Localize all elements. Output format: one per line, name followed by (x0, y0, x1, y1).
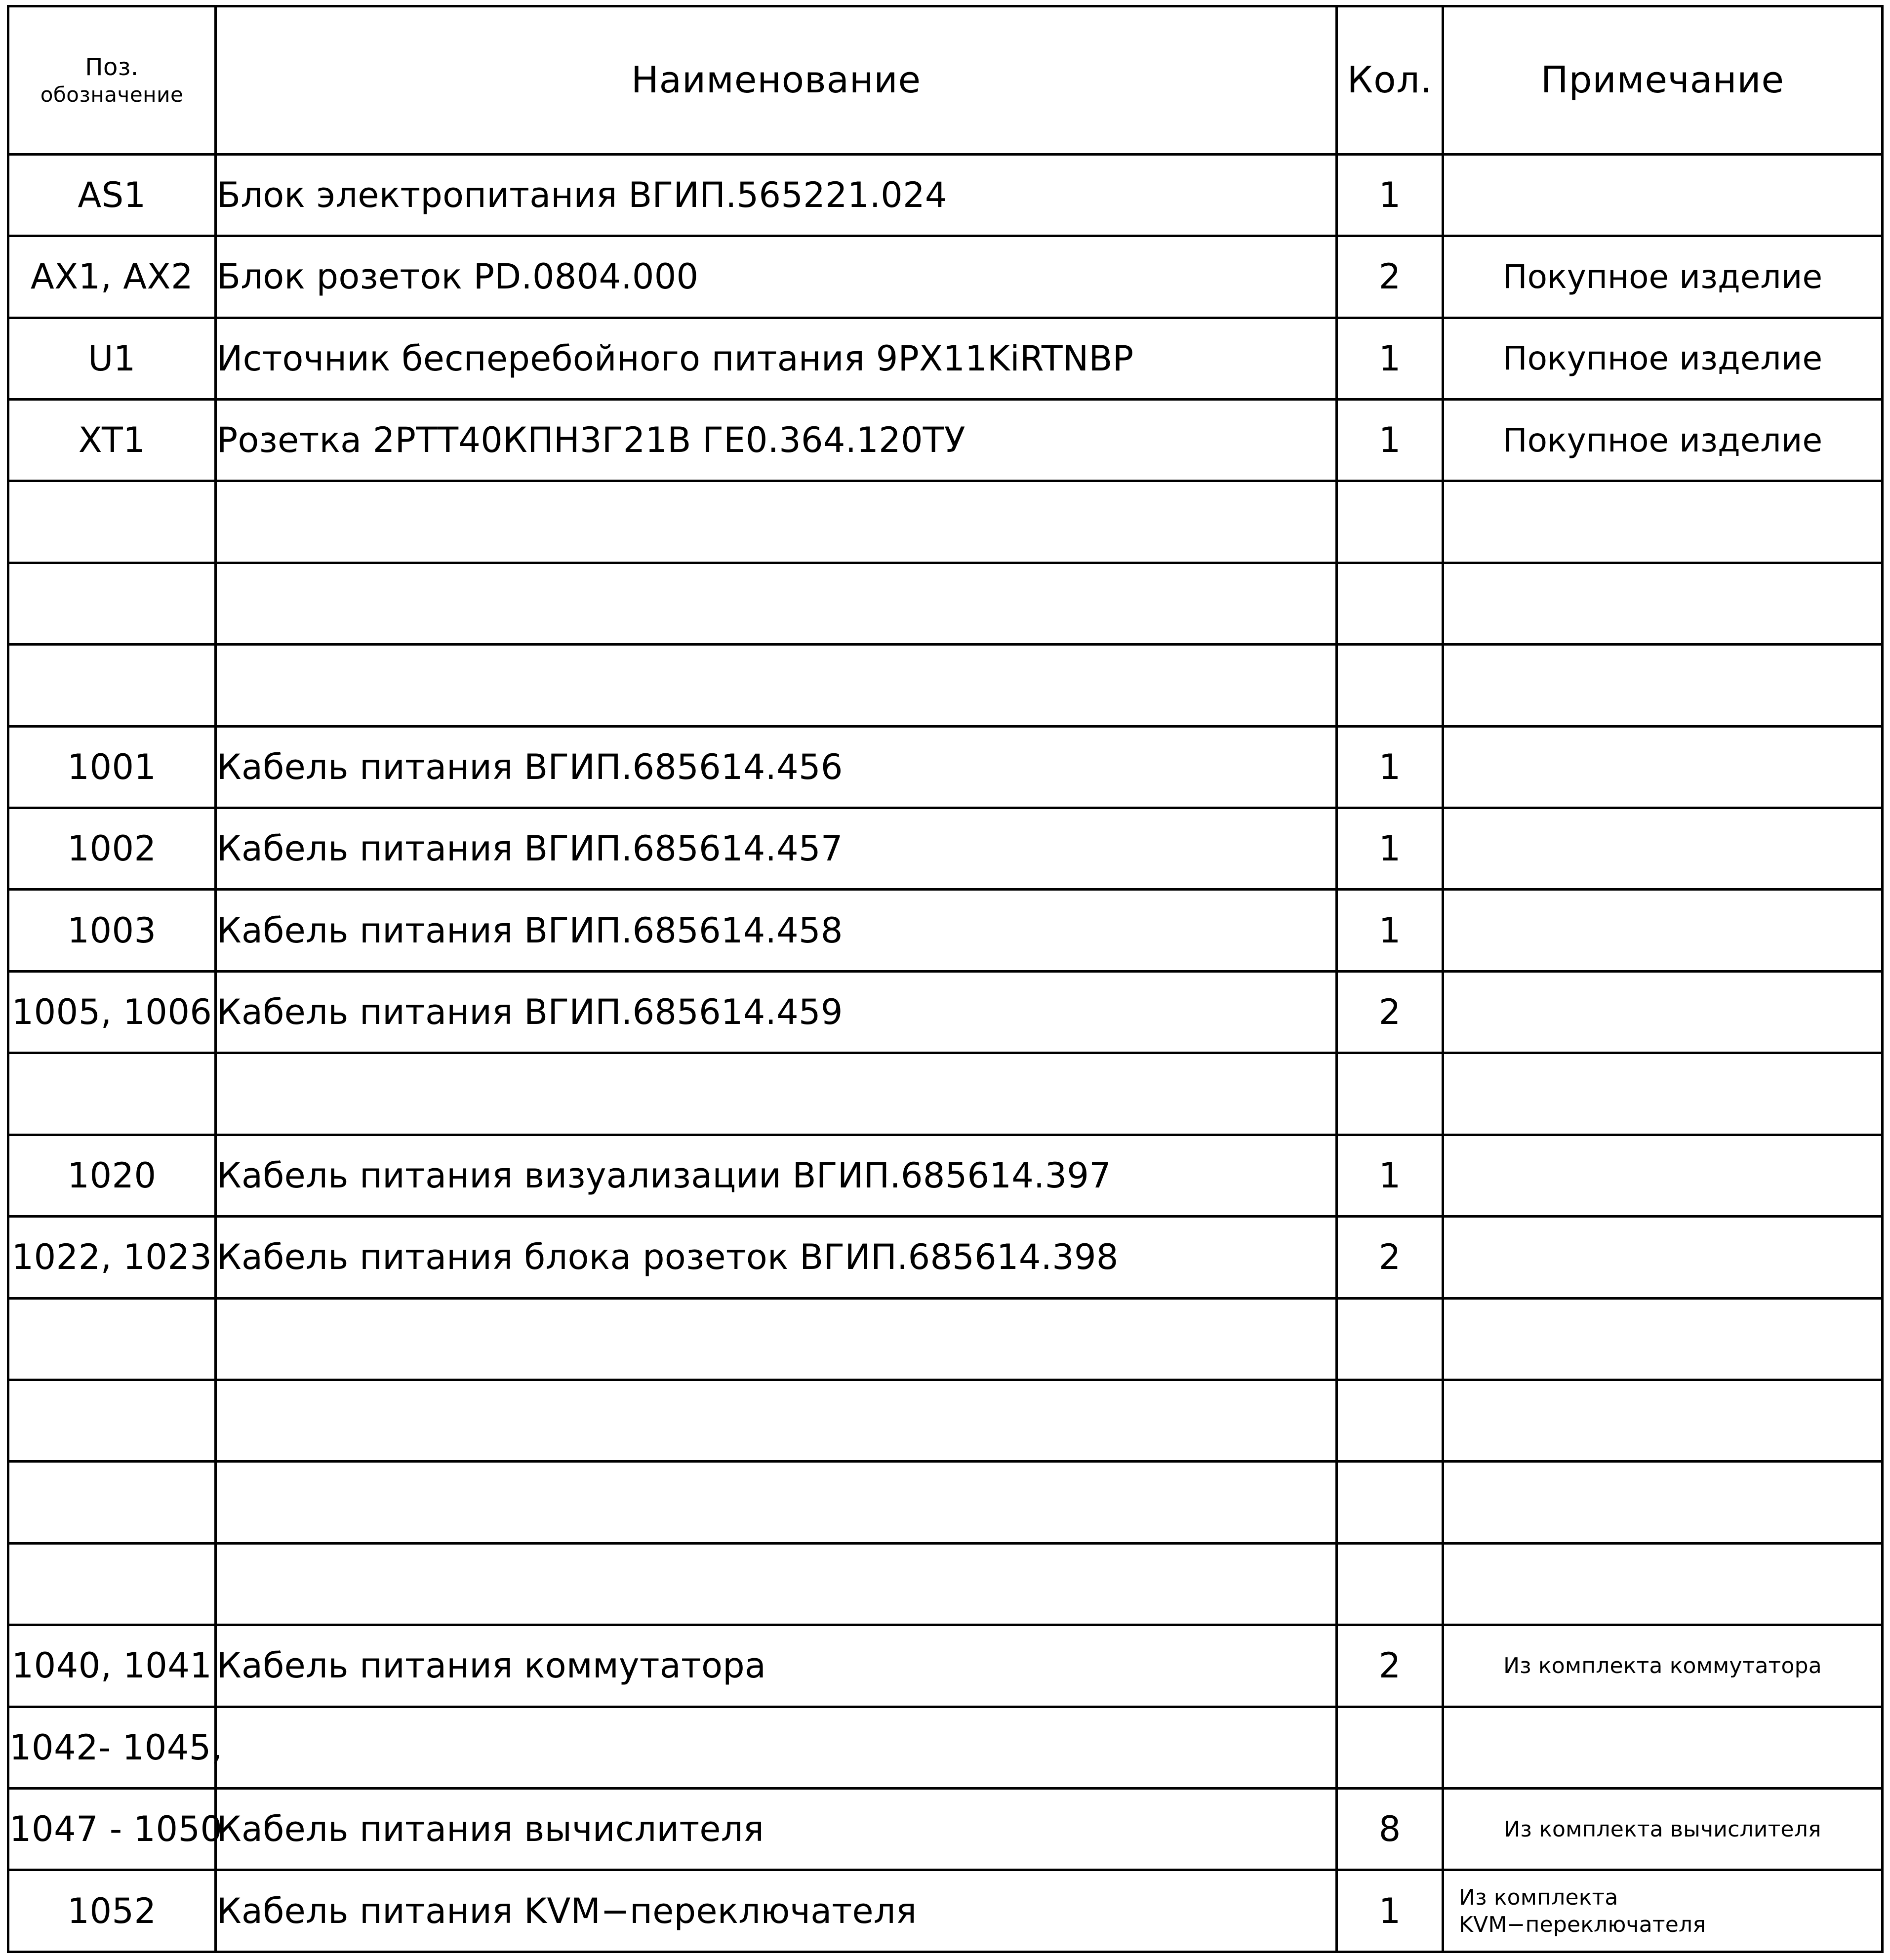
cell-pos: 1047 - 1050 (8, 1788, 216, 1870)
cell-note: Покупное изделие (1443, 400, 1883, 481)
cell-note (1443, 1707, 1883, 1788)
cell-qty: 2 (1337, 971, 1443, 1053)
table-row (8, 1625, 1883, 1707)
cell-qty: 1 (1337, 1870, 1443, 1952)
cell-note (1443, 154, 1883, 236)
table-header-row (8, 6, 1883, 155)
cell-name: Кабель питания ВГИП.685614.459 (216, 971, 1337, 1053)
specification-table (7, 5, 1884, 1953)
cell-qty (1337, 1053, 1443, 1135)
cell-qty (1337, 1298, 1443, 1380)
column-header-pos-line1: Поз. (85, 53, 139, 82)
cell-qty: 2 (1337, 1625, 1443, 1707)
cell-note (1443, 1217, 1883, 1298)
cell-qty (1337, 1462, 1443, 1543)
cell-pos (8, 1053, 216, 1135)
column-header-name: Наименование (216, 6, 1337, 155)
cell-qty (1337, 1543, 1443, 1625)
table-row (8, 1053, 1883, 1135)
cell-qty (1337, 481, 1443, 563)
cell-name (216, 481, 1337, 563)
cell-pos: 1042- 1045, (8, 1707, 216, 1788)
cell-pos (8, 481, 216, 563)
table-row (8, 726, 1883, 808)
table-row (8, 890, 1883, 971)
cell-pos (8, 645, 216, 726)
cell-name (216, 1462, 1337, 1543)
table-row (8, 1543, 1883, 1625)
cell-name: Кабель питания коммутатора (216, 1625, 1337, 1707)
table-row (8, 1788, 1883, 1870)
cell-pos: AX1, AX2 (8, 236, 216, 318)
cell-pos (8, 1543, 216, 1625)
table-row (8, 808, 1883, 890)
table-row (8, 1870, 1883, 1952)
table-body (8, 6, 1883, 1952)
cell-pos: 1005, 1006 (8, 971, 216, 1053)
cell-note (1443, 890, 1883, 971)
cell-note (1443, 1053, 1883, 1135)
column-header-pos-line2: обозначение (40, 82, 184, 107)
table-row (8, 154, 1883, 236)
cell-name: Источник бесперебойного питания 9PX11KiRTNBP (216, 318, 1337, 399)
cell-qty: 2 (1337, 1217, 1443, 1298)
table-row (8, 563, 1883, 644)
column-header-qty: Кол. (1337, 6, 1443, 155)
cell-name: Блок розеток PD.0804.000 (216, 236, 1337, 318)
cell-name (216, 1053, 1337, 1135)
table-row (8, 1298, 1883, 1380)
cell-qty: 1 (1337, 1135, 1443, 1216)
cell-note (1443, 808, 1883, 890)
table-row (8, 1462, 1883, 1543)
cell-qty (1337, 1707, 1443, 1788)
table-row (8, 971, 1883, 1053)
cell-name: Кабель питания ВГИП.685614.458 (216, 890, 1337, 971)
cell-pos (8, 1298, 216, 1380)
cell-note: Из комплекта KVM−переключателя (1443, 1870, 1883, 1952)
cell-qty: 1 (1337, 808, 1443, 890)
table-row (8, 400, 1883, 481)
cell-pos: 1002 (8, 808, 216, 890)
cell-name: Кабель питания KVM−переключателя (216, 1870, 1337, 1952)
cell-name (216, 1380, 1337, 1461)
cell-qty: 1 (1337, 318, 1443, 399)
cell-pos: 1020 (8, 1135, 216, 1216)
cell-pos: 1001 (8, 726, 216, 808)
cell-qty: 1 (1337, 890, 1443, 971)
cell-note (1443, 1462, 1883, 1543)
cell-name (216, 1543, 1337, 1625)
table-row (8, 318, 1883, 399)
cell-note (1443, 1543, 1883, 1625)
cell-pos: XT1 (8, 400, 216, 481)
cell-note (1443, 1298, 1883, 1380)
cell-name: Кабель питания визуализации ВГИП.685614.397 (216, 1135, 1337, 1216)
column-header-note: Примечание (1443, 6, 1883, 155)
cell-pos: U1 (8, 318, 216, 399)
cell-qty (1337, 1380, 1443, 1461)
table-row (8, 645, 1883, 726)
cell-pos: 1003 (8, 890, 216, 971)
cell-name (216, 1298, 1337, 1380)
cell-note (1443, 726, 1883, 808)
cell-pos: AS1 (8, 154, 216, 236)
cell-note (1443, 481, 1883, 563)
cell-pos (8, 1462, 216, 1543)
table-row (8, 481, 1883, 563)
cell-note: Из комплекта коммутатора (1443, 1625, 1883, 1707)
table-row (8, 1380, 1883, 1461)
cell-pos: 1040, 1041 (8, 1625, 216, 1707)
cell-qty (1337, 563, 1443, 644)
cell-qty: 1 (1337, 726, 1443, 808)
cell-name (216, 563, 1337, 644)
cell-qty (1337, 645, 1443, 726)
table-row (8, 1217, 1883, 1298)
cell-pos: 1052 (8, 1870, 216, 1952)
cell-qty: 8 (1337, 1788, 1443, 1870)
cell-name: Кабель питания ВГИП.685614.456 (216, 726, 1337, 808)
table-row (8, 1135, 1883, 1216)
cell-name (216, 645, 1337, 726)
cell-note: Покупное изделие (1443, 236, 1883, 318)
cell-qty: 1 (1337, 400, 1443, 481)
table-row (8, 1707, 1883, 1788)
cell-note (1443, 563, 1883, 644)
cell-pos (8, 563, 216, 644)
table-row (8, 236, 1883, 318)
cell-note (1443, 971, 1883, 1053)
cell-note (1443, 645, 1883, 726)
cell-name: Розетка 2РТТ40КПН3Г21В ГЕ0.364.120ТУ (216, 400, 1337, 481)
cell-qty: 2 (1337, 236, 1443, 318)
column-header-pos (8, 6, 216, 155)
cell-pos: 1022, 1023 (8, 1217, 216, 1298)
cell-note: Из комплекта вычислителя (1443, 1788, 1883, 1870)
cell-name: Кабель питания ВГИП.685614.457 (216, 808, 1337, 890)
cell-name: Кабель питания вычислителя (216, 1788, 1337, 1870)
cell-note: Покупное изделие (1443, 318, 1883, 399)
cell-name: Кабель питания блока розеток ВГИП.685614.398 (216, 1217, 1337, 1298)
cell-note (1443, 1135, 1883, 1216)
cell-name: Блок электропитания ВГИП.565221.024 (216, 154, 1337, 236)
cell-pos (8, 1380, 216, 1461)
cell-name (216, 1707, 1337, 1788)
cell-note (1443, 1380, 1883, 1461)
cell-qty: 1 (1337, 154, 1443, 236)
